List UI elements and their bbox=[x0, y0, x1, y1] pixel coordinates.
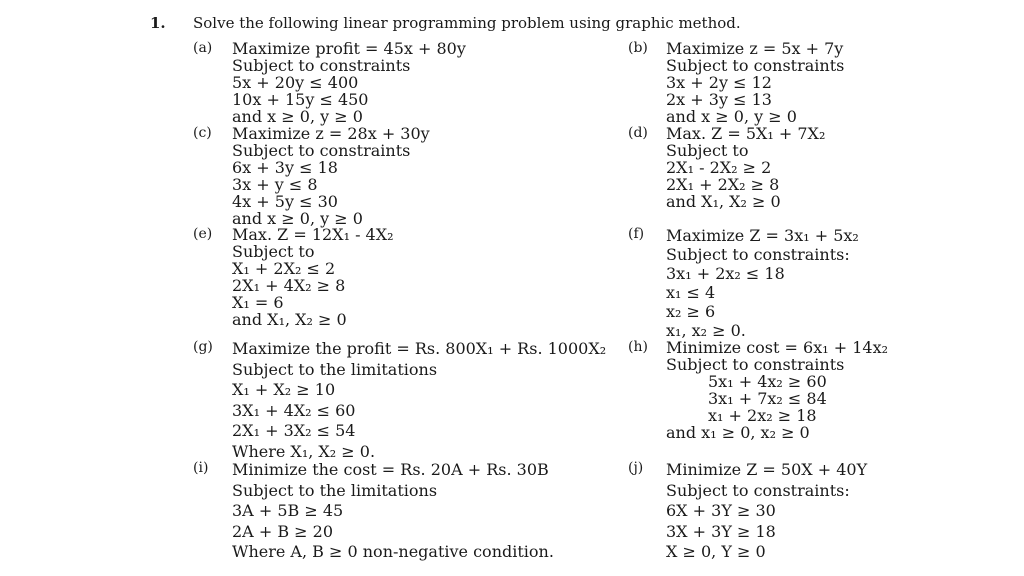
problem-h-line: 5x₁ + 4x₂ ≥ 60 bbox=[708, 372, 827, 391]
problem-e-line: and X₁, X₂ ≥ 0 bbox=[232, 310, 347, 329]
problem-g-line: 3X₁ + 4X₂ ≤ 60 bbox=[232, 400, 356, 420]
problem-d bbox=[666, 125, 825, 210]
problem-a bbox=[232, 40, 466, 125]
problem-h-line: and x₁ ≥ 0, x₂ ≥ 0 bbox=[666, 423, 810, 442]
problem-c-line: Maximize z = 28x + 30y bbox=[232, 124, 430, 143]
problem-a-line: 10x + 15y ≤ 450 bbox=[232, 90, 369, 109]
problem-f-line: x₁, x₂ ≥ 0. bbox=[666, 321, 746, 340]
problem-d-line: 2X₁ - 2X₂ ≥ 2 bbox=[666, 158, 772, 177]
problem-f bbox=[666, 226, 859, 340]
problem-j-line: Minimize Z = 50X + 40Y bbox=[666, 460, 868, 479]
problem-i-line: Minimize the cost = Rs. 20A + Rs. 30B bbox=[232, 460, 549, 479]
problem-b-label: (b) bbox=[628, 40, 648, 56]
problem-e bbox=[232, 226, 394, 328]
problem-i-line: 3A + 5B ≥ 45 bbox=[232, 501, 344, 520]
problem-a-line: Subject to constraints bbox=[232, 56, 411, 75]
problem-g-line: Where X₁, X₂ ≥ 0. bbox=[232, 441, 376, 461]
problem-f-label: (f) bbox=[628, 226, 645, 242]
question-title: Solve the following linear programming problem using graphic method. bbox=[193, 14, 741, 32]
problem-e-line: 2X₁ + 4X₂ ≥ 8 bbox=[232, 276, 346, 295]
problem-g-line: Subject to the limitations bbox=[232, 359, 438, 379]
problem-e-line: Max. Z = 12X₁ - 4X₂ bbox=[232, 225, 394, 244]
problem-i bbox=[232, 460, 554, 563]
problem-g-line: X₁ + X₂ ≥ 10 bbox=[232, 380, 336, 399]
problem-c-line: and x ≥ 0, y ≥ 0 bbox=[232, 209, 363, 228]
problem-j-label: (j) bbox=[628, 460, 644, 476]
problem-e-line: Subject to bbox=[232, 242, 315, 261]
problem-h-line: Minimize cost = 6x₁ + 14x₂ bbox=[666, 338, 888, 357]
problem-g-label: (g) bbox=[193, 339, 213, 355]
problem-c-line: 6x + 3y ≤ 18 bbox=[232, 158, 338, 177]
problem-j-line: 6X + 3Y ≥ 30 bbox=[666, 501, 776, 520]
problem-c bbox=[232, 125, 430, 227]
problem-d-line: and X₁, X₂ ≥ 0 bbox=[666, 192, 781, 211]
problem-h-line: Subject to constraints bbox=[666, 355, 845, 374]
problem-h bbox=[666, 339, 888, 441]
problem-d-label: (d) bbox=[628, 125, 648, 141]
problem-a-line: Maximize profit = 45x + 80y bbox=[232, 39, 466, 58]
problem-f-line: x₁ ≤ 4 bbox=[666, 283, 716, 302]
problem-j-line: X ≥ 0, Y ≥ 0 bbox=[666, 542, 766, 561]
problem-j-line: 3X + 3Y ≥ 18 bbox=[666, 521, 776, 541]
problem-d-line: Subject to bbox=[666, 141, 749, 160]
problem-i-label: (i) bbox=[193, 460, 209, 476]
problem-e-line: X₁ + 2X₂ ≤ 2 bbox=[232, 259, 336, 278]
problem-g-line: Maximize the profit = Rs. 800X₁ + Rs. 1000X₂ bbox=[232, 339, 607, 358]
problem-b-line: Maximize z = 5x + 7y bbox=[666, 39, 844, 58]
problem-i-line: 2A + B ≥ 20 bbox=[232, 521, 334, 541]
problem-h-line: 3x₁ + 7x₂ ≤ 84 bbox=[708, 389, 827, 408]
problem-f-line: Maximize Z = 3x₁ + 5x₂ bbox=[666, 226, 859, 245]
problem-b-line: 2x + 3y ≤ 13 bbox=[666, 90, 772, 109]
problem-b bbox=[666, 40, 844, 125]
problem-e-label: (e) bbox=[193, 226, 213, 242]
problem-h-label: (h) bbox=[628, 339, 648, 355]
problem-h-line: x₁ + 2x₂ ≥ 18 bbox=[708, 406, 817, 425]
problem-f-line: 3x₁ + 2x₂ ≤ 18 bbox=[666, 264, 785, 283]
problem-c-line: 3x + y ≤ 8 bbox=[232, 175, 318, 194]
problem-b-line: 3x + 2y ≤ 12 bbox=[666, 73, 772, 92]
problem-f-line: Subject to constraints: bbox=[666, 245, 850, 264]
problem-j-line: Subject to constraints: bbox=[666, 480, 850, 500]
problem-e-line: X₁ = 6 bbox=[232, 293, 284, 312]
problem-d-line: 2X₁ + 2X₂ ≥ 8 bbox=[666, 175, 780, 194]
problem-g-line: 2X₁ + 3X₂ ≤ 54 bbox=[232, 421, 356, 440]
problem-i-line: Subject to the limitations bbox=[232, 480, 438, 500]
problem-g bbox=[232, 339, 606, 462]
problem-c-line: Subject to constraints bbox=[232, 141, 411, 160]
question-number: 1. bbox=[150, 14, 166, 32]
problem-a-line: and x ≥ 0, y ≥ 0 bbox=[232, 107, 363, 126]
problem-b-line: and x ≥ 0, y ≥ 0 bbox=[666, 107, 797, 126]
problem-i-line: Where A, B ≥ 0 non-negative condition. bbox=[232, 542, 554, 561]
problem-a-line: 5x + 20y ≤ 400 bbox=[232, 73, 359, 92]
problem-c-label: (c) bbox=[193, 125, 212, 141]
problem-j bbox=[666, 460, 867, 563]
problem-f-line: x₂ ≥ 6 bbox=[666, 302, 716, 321]
problem-a-label: (a) bbox=[193, 40, 213, 56]
problem-d-line: Max. Z = 5X₁ + 7X₂ bbox=[666, 124, 826, 143]
problem-b-line: Subject to constraints bbox=[666, 56, 845, 75]
problem-c-line: 4x + 5y ≤ 30 bbox=[232, 192, 338, 211]
